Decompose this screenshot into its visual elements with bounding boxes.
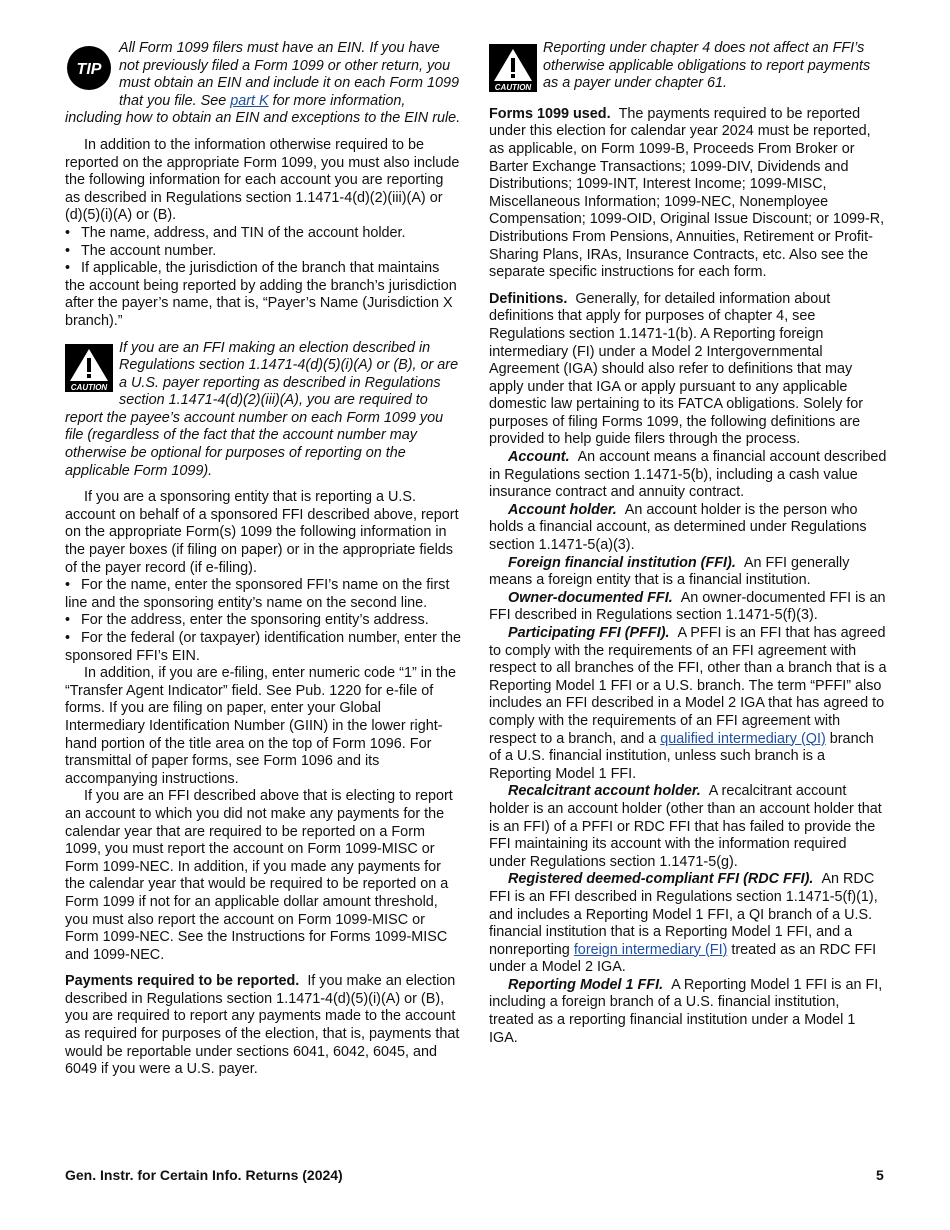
caution-text: If you are an FFI making an election described in Regulations section 1.1471-4(d)(5)(i)(A) or (B), or are a U.S. payer reporting as described in Regulations section 1.1471-4(d)(2)(iii)(A), you are required to report the payee’s account number on each Form 1099 you file (regardless of the fact that the account number may otherwise be optional for purposes of reporting on the applicable Form 1099). — [65, 339, 459, 479]
definition-reporting-model-1-ffi: Reporting Model 1 FFI. A Reporting Model 1 FFI is an FI, including a foreign branch of a U.S. financial institution, treated as a reporting financial institution under a Model 1 IGA. — [489, 976, 883, 1046]
term-heading: Owner-documented FFI. — [508, 589, 673, 606]
tip-badge-label: TIP — [76, 61, 102, 78]
definition-owner-documented-ffi: Owner-documented FFI. An owner-documented FFI is an FFI described in Regulations section 1.1471-5(f)(3). — [489, 589, 886, 624]
list-item: • For the name, enter the sponsored FFI’s name on the first line and the sponsoring entity’s name on the second line. — [65, 577, 450, 611]
list-item: • If applicable, the jurisdiction of the branch that maintains the account being reported by adding the branch’s jurisdiction after the payer’s name, that is, “Payer’s Name (Jurisdiction X branch).” — [65, 260, 457, 329]
account-info-bullet-list — [65, 225, 462, 331]
foreign-intermediary-link[interactable]: foreign intermediary (FI) — [573, 941, 728, 958]
section-heading: Definitions. — [489, 290, 568, 307]
caution-icon — [65, 344, 113, 392]
term-heading: Reporting Model 1 FFI. — [508, 976, 664, 993]
paragraph-definitions: Definitions. Generally, for detailed information about definitions that apply for purposes of chapter 4, see Regulations section 1.1471-1(b). A Reporting foreign intermediary (FI) under a Model 2 Intergovernmental Agreement (IGA) should also refer to definitions that may apply under that IGA or apply pursuant to any applicable domestic law pertaining to its FATCA obligations. Solely for purposes of filing Forms 1099, the following definitions are provided to help guide filers through the process. — [489, 290, 864, 448]
section-heading: Payments required to be reported. — [65, 973, 300, 990]
right-column — [489, 40, 887, 1047]
paragraph-additional-info: In addition to the information otherwise required to be reported on the appropriate Form 1099, you must also include the following information for each account you are reporting as described in Regulations section 1.1471-4(d)(2)(iii)(A) or (d)(5)(i)(A) or (B). — [65, 136, 460, 224]
page-number: 5 — [876, 1167, 884, 1183]
caution-badge-label: CAUTION — [494, 83, 532, 92]
definition-pffi: Participating FFI (PFFI). A PFFI is an FFI that has agreed to comply with the requirements of an FFI agreement with respect to all branches of the FFI, other than a branch that is a Reporting Model 1 FFI or a U.S. branch. The term “PFFI” also includes an FFI described in a Model 2 IGA that has agreed to comply with the requirements of an FFI agreement with respect to a branch, and a qualified intermediary (QI) branch of a U.S. financial institution, unless such branch is a Reporting Model 1 FFI. — [489, 625, 887, 782]
definition-recalcitrant-holder: Recalcitrant account holder. A recalcitrant account holder is an account holder (other than an account holder that is an FFI) of a PFFI or RDC FFI that has failed to provide the FFI maintaining its account with the information required under Regulations section 1.1471-5(g). — [489, 783, 882, 870]
part-k-link[interactable]: part K — [230, 92, 269, 109]
footer-title: Gen. Instr. for Certain Info. Returns (2024) — [65, 1167, 343, 1183]
paragraph-ffi-electing: If you are an FFI described above that is electing to report an account to which you did not make any payments for the calendar year that are required to be reported on a Form 1099, you must report the account on Form 1099-MISC or Form 1099-NEC. In addition, if you made any payments for the calendar year that would be required to be reported on a Form 1099 if not for an applicable dollar amount threshold, you must also report the account on Form 1099-MISC or Form 1099-NEC. See the Instructions for Forms 1099-MISC and 1099-NEC. — [65, 788, 453, 963]
caution-note-ffi-election — [65, 340, 462, 481]
term-heading: Account holder. — [508, 501, 617, 518]
list-item: • For the address, enter the sponsoring entity’s address. — [65, 612, 429, 629]
tip-note — [65, 40, 462, 128]
list-item: • The account number. — [65, 242, 217, 259]
tip-icon — [65, 44, 113, 92]
paragraph-sponsoring-entity: If you are a sponsoring entity that is reporting a U.S. account on behalf of a sponsored FFI described above, report on the appropriate Form(s) 1099 the following information in the payer boxes (if filing on paper) or in the appropriate fields of the payer record (if e-filing). — [65, 489, 459, 576]
left-column — [65, 40, 462, 1079]
sponsored-ffi-bullet-list — [65, 577, 462, 665]
list-item: • For the federal (or taxpayer) identification number, enter the sponsored FFI’s EIN. — [65, 630, 461, 664]
caution-text: Reporting under chapter 4 does not affect an FFI’s otherwise applicable obligations to report payments as a payer under chapter 61. — [543, 40, 871, 92]
definition-account: Account. An account means a financial account described in Regulations section 1.1471-5(b), including a cash value insurance contract and annuity contract. — [489, 449, 887, 501]
caution-icon — [489, 44, 537, 92]
tip-text: All Form 1099 filers must have an EIN. If you have not previously filed a Form 1099 or other return, you must obtain an EIN and include it on each Form 1099 that you file. See part K for more information, including how to obtain an EIN and exceptions to the EIN rule. — [65, 40, 461, 127]
term-heading: Account. — [508, 449, 570, 466]
paragraph-e-filing: In addition, if you are e-filing, enter numeric code “1” in the “Transfer Agent Indicator” field. See Pub. 1220 for e-file of forms. If you are filing on paper, enter your Global Intermediary Identification Number (GIIN) in the lower right-hand portion of the title area on the top of Form 1096. For transmittal of paper forms, see Form 1096 and its accompanying instructions. — [65, 665, 456, 787]
section-heading: Forms 1099 used. — [489, 105, 611, 122]
term-heading: Participating FFI (PFFI). — [508, 625, 670, 641]
term-heading: Foreign financial institution (FFI). — [508, 554, 736, 571]
term-heading: Recalcitrant account holder. — [508, 783, 701, 800]
definition-account-holder: Account holder. An account holder is the person who holds a financial account, as determined under Regulations section 1.1471-5(a)(3). — [489, 501, 867, 554]
definition-ffi: Foreign financial institution (FFI). An FFI generally means a foreign entity that is a financial institution. — [489, 554, 850, 589]
caution-badge-label: CAUTION — [70, 382, 108, 392]
caution-note-chapter-4 — [489, 40, 887, 93]
paragraph-forms-used: Forms 1099 used. The payments required to be reported under this election for calendar year 2024 must be reported, as applicable, on Form 1099-B, Proceeds From Broker or Barter Exchange Transactions; 1099-DIV, Dividends and Distributions; 1099-INT, Interest Income; 1099-MISC, Miscellaneous Information; 1099-NEC, Nonemployee Compensation; 1099-OID, Original Issue Discount; or 1099-R, Distributions From Pensions, Annuities, Retirement or Profit-Sharing Plans, IRAs, Insurance Contracts, etc. Also see the separate specific instructions for each form. — [489, 105, 885, 281]
definition-rdc-ffi: Registered deemed-compliant FFI (RDC FFI). An RDC FFI is an FFI described in Regulations section 1.1471-5(f)(1), and includes a Reporting Model 1 FFI, a QI branch of a U.S. financial institution that is a Reporting Model 1 FFI, and a nonreporting foreign intermediary (FI) treated as an RDC FFI under a Model 2 IGA. — [489, 871, 878, 976]
term-heading: Registered deemed-compliant FFI (RDC FFI). — [508, 871, 814, 888]
paragraph-payments-required: Payments required to be reported. If you make an election described in Regulations section 1.1471-4(d)(5)(i)(A) or (B), you are required to report any payments made to the account as required for purposes of the election, that is, payments that would be reportable under sections 6041, 6042, 6045, and 6049 if you were a U.S. payer. — [65, 973, 460, 1078]
list-item: • The name, address, and TIN of the account holder. — [65, 224, 406, 241]
qualified-intermediary-link[interactable]: qualified intermediary (QI) — [660, 730, 826, 747]
